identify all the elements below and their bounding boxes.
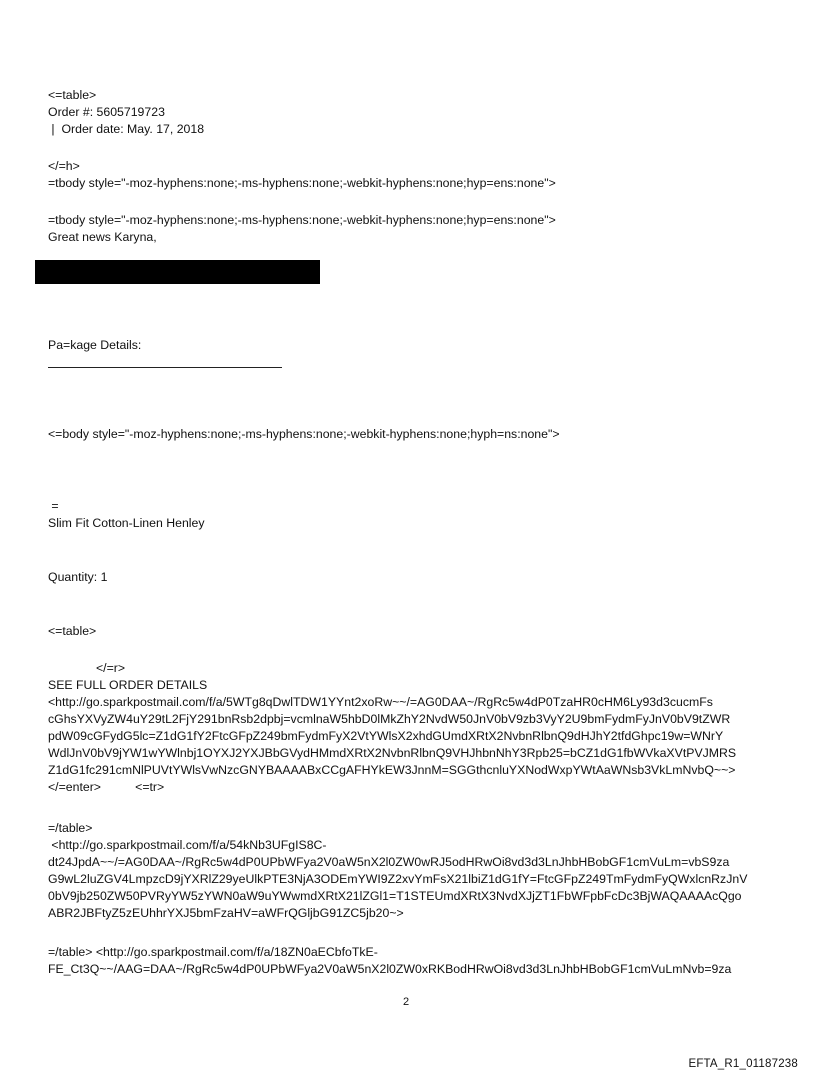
link-line: =/table> <http://go.sparkpostmail.com/f/a/18ZN0aECbfoTkE- xyxy=(48,945,378,959)
h-close-tag: </=h> xyxy=(48,159,80,173)
link-line: </=enter> <=tr> xyxy=(48,780,165,794)
link-line: FE_Ct3Q~~/AAG=DAA~/RgRc5w4dP0UPbWFya2V0aW5nX2l0ZW0xRKBodHRwOi8vd3d3LnJhbHBobGF1cmVuLmNvb=9za xyxy=(48,962,732,976)
table-open-tag: <=table> xyxy=(48,88,97,102)
greeting: Great news Karyna, xyxy=(48,230,157,244)
product-name: Slim Fit Cotton-Linen Henley xyxy=(48,516,205,530)
package-details-heading: Pa=kage Details: xyxy=(48,338,142,352)
divider-rule xyxy=(48,367,282,368)
equals-sign: = xyxy=(48,499,59,513)
body-style-line: <=body style="-moz-hyphens:none;-ms-hyphens:none;-webkit-hyphens:none;hyph=ns:none"> xyxy=(48,427,560,441)
link-line: WdlJnV0bV9jYW1wYWlnbj1OYXJ2YXJBbGVydHMmdXRtX2NvbnRlbnQ9VHJhbnNhY3Rpb25=bCZ1dG1fbWVkaXVtPVJMRS xyxy=(48,746,737,760)
see-full-order-details-link[interactable]: SEE FULL ORDER DETAILS xyxy=(48,678,208,692)
link-line: cGhsYXVyZW4uY29tL2FjY291bnRsb2dpbj=vcmlnaW5hbD0lMkZhY2NvdW50JnV0bV9zb3VyY2U9bmFydmFyJnV0bV9tZWR xyxy=(48,712,731,726)
link-line: dt24JpdA~~/=AG0DAA~/RgRc5w4dP0UPbWFya2V0aW5nX2l0ZW0wRJ5odHRwOi8vd3d3LnJhbHBobGF1cmVuLm=vbS9za xyxy=(48,855,730,869)
quantity: Quantity: 1 xyxy=(48,570,108,584)
tr-close-tag: </=r> xyxy=(96,661,126,675)
link-line: Z1dG1fc291cmNlPUVtYWlsVwNzcGNYBAAAABxCCgAFHYkEW3JnnM=SGGthcnluYXNodWxpYWtAaWNsb3VkLmNvbQ~~> xyxy=(48,763,736,777)
link-line: <http://go.sparkpostmail.com/f/a/5WTg8qDwlTDW1YYnt2xoRw~~/=AG0DAA~/RgRc5w4dP0TzaHR0cHM6Ly93d3cucmFs xyxy=(48,695,713,709)
link-line: pdW09cGFydG5lc=Z1dG1fY2FtcGFpZ249bmFydmFyX2VtYWlsX2xhdGUmdXRtX2NvbnRlbnQ9dHJhY2tfdGhpc19w=WNrY xyxy=(48,729,724,743)
page-number: 2 xyxy=(403,996,410,1008)
order-number: Order #: 5605719723 xyxy=(48,105,165,119)
table-open-tag-2: <=table> xyxy=(48,624,97,638)
tracking-link-block-2[interactable] xyxy=(48,837,778,922)
order-date: | Order date: May. 17, 2018 xyxy=(48,122,205,136)
tracking-link-block-3[interactable] xyxy=(48,944,778,978)
tbody-style-line-2: =tbody style="-moz-hyphens:none;-ms-hyphens:none;-webkit-hyphens:none;hyp=ens:none"> xyxy=(48,213,556,227)
link-line: G9wL2luZGV4LmpzcD9jYXRlZ29yeUlkPTE3NjA3ODEmYWI9Z2xvYmFsX21lbiZ1dG1fY=FtcGFpZ249TmFydmFyQWxlcnRzJnV xyxy=(48,872,748,886)
redaction-bar xyxy=(35,260,320,284)
tbody-style-line-1: =tbody style="-moz-hyphens:none;-ms-hyphens:none;-webkit-hyphens:none;hyp=ens:none"> xyxy=(48,176,556,190)
link-line: ABR2JBFtyZ5zEUhhrYXJ5bmFzaHV=aWFrQGljbG91ZC5jb20~> xyxy=(48,906,404,920)
table-close-tag: =/table> xyxy=(48,821,93,835)
tracking-link-block-1[interactable] xyxy=(48,694,778,796)
link-line: <http://go.sparkpostmail.com/f/a/54kNb3UFgIS8C- xyxy=(48,838,327,852)
link-line: 0bV9jb250ZW50PVRyYW5zYWN0aW9uYWwmdXRtX21lZGl1=T1STEUmdXRtX3NvdXJjZT1FbWFpbFcDc3BjWAQAAAAcQgo xyxy=(48,889,742,903)
bates-number: EFTA_R1_01187238 xyxy=(688,1058,798,1070)
